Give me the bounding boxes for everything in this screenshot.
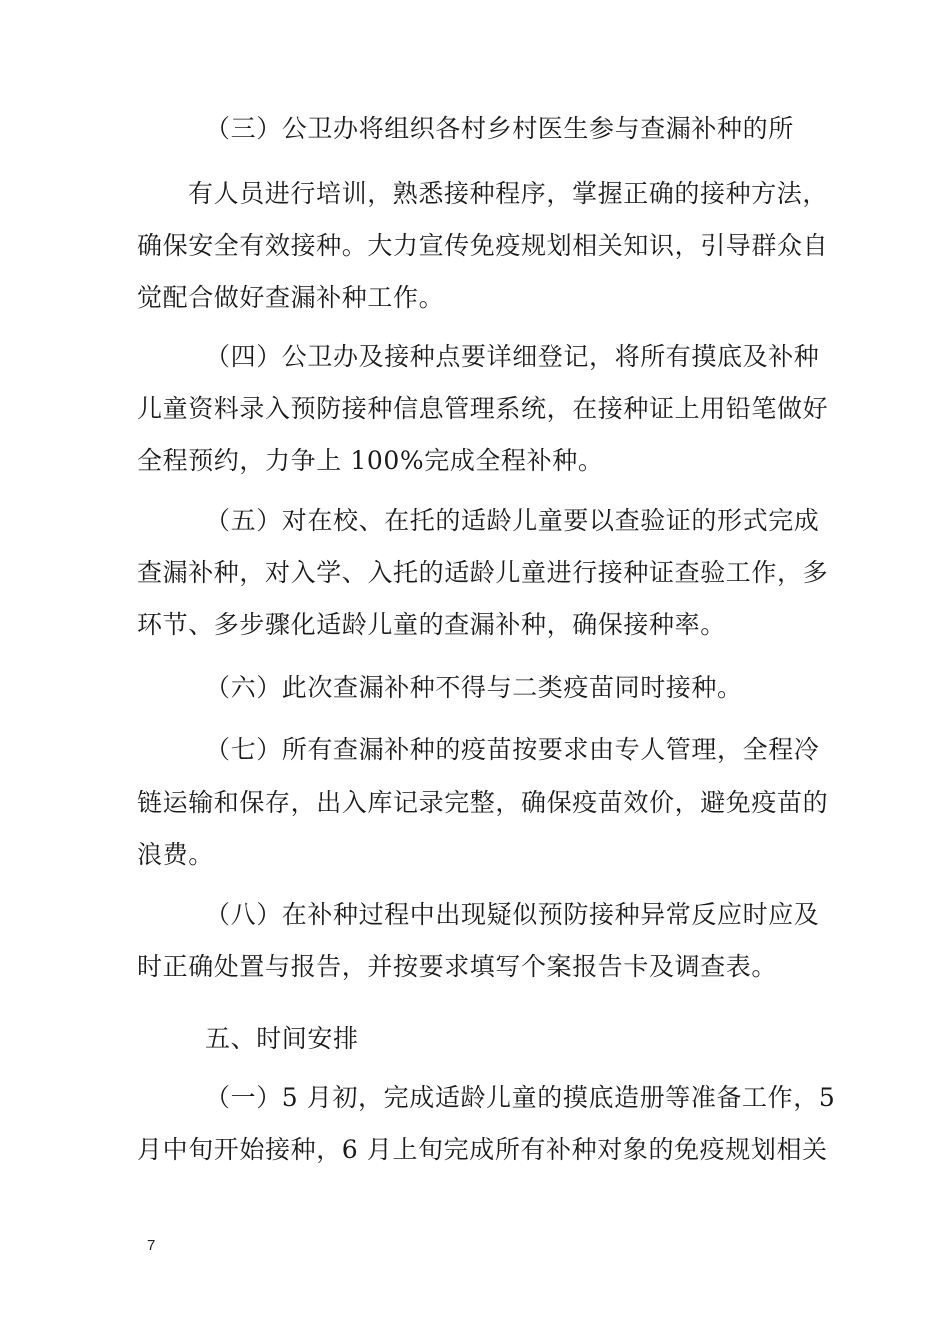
paragraph-3-line-2: 有人员进行培训，熟悉接种程序，掌握正确的接种方法， — [188, 179, 829, 208]
paragraph-3-line-1: （三）公卫办将组织各村乡村医生参与查漏补种的所 — [205, 114, 794, 143]
paragraph-5-line-3: 环节、多步骤化适龄儿童的查漏补种，确保接种率。 — [137, 610, 726, 639]
page-number: 7 — [147, 1237, 156, 1254]
section-heading: 五、时间安排 — [205, 1024, 359, 1053]
paragraph-6-line-1: （六）此次查漏补种不得与二类疫苗同时接种。 — [205, 673, 743, 702]
paragraph-5-line-1: （五）对在校、在托的适龄儿童要以查验证的形式完成 — [205, 506, 820, 535]
schedule-item-1-line-1: （一）5 月初，完成适龄儿童的摸底造册等准备工作，5 — [205, 1083, 836, 1112]
paragraph-3-line-4: 觉配合做好查漏补种工作。 — [137, 283, 445, 312]
paragraph-8-line-2: 时正确处置与报告，并按要求填写个案报告卡及调查表。 — [137, 952, 778, 981]
schedule-item-1-line-2: 月中旬开始接种，6 月上旬完成所有补种对象的免疫规划相关 — [137, 1135, 828, 1164]
paragraph-4-line-3: 全程预约，力争上 100%完成全程补种。 — [137, 446, 604, 475]
paragraph-5-line-2: 查漏补种，对入学、入托的适龄儿童进行接种证查验工作，多 — [137, 558, 829, 587]
paragraph-7-line-1: （七）所有查漏补种的疫苗按要求由专人管理，全程冷 — [205, 735, 820, 764]
paragraph-8-line-1: （八）在补种过程中出现疑似预防接种异常反应时应及 — [205, 900, 820, 929]
paragraph-4-line-1: （四）公卫办及接种点要详细登记，将所有摸底及补种 — [205, 342, 820, 371]
paragraph-7-line-2: 链运输和保存，出入库记录完整，确保疫苗效价，避免疫苗的 — [137, 788, 829, 817]
paragraph-4-line-2: 儿童资料录入预防接种信息管理系统，在接种证上用铅笔做好 — [137, 394, 829, 423]
paragraph-3-line-3: 确保安全有效接种。大力宣传免疫规划相关知识，引导群众自 — [137, 231, 829, 260]
paragraph-7-line-3: 浪费。 — [137, 840, 214, 869]
